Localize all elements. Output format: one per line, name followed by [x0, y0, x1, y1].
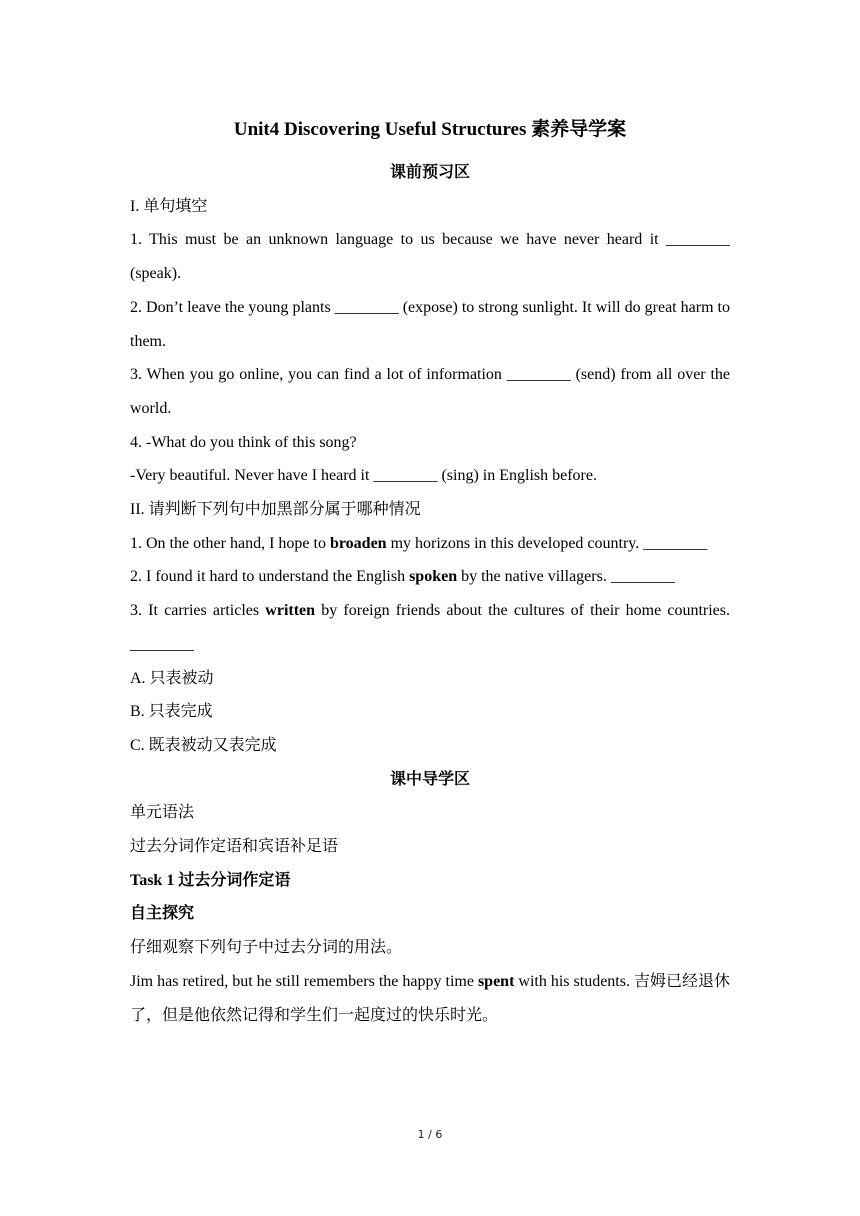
- option-a: A. 只表被动: [130, 669, 214, 687]
- part1-question-3: 3. When you go online, you can find a lot of information ________ (send) from all over the world.: [130, 366, 730, 417]
- part2-question-1: [130, 527, 730, 561]
- q1-text-pre: 1. On the other hand, I hope to: [130, 534, 330, 552]
- section-heading-in-class: 课中导学区: [389, 770, 470, 788]
- example-text-post: with his students. 吉姆已经退休了，但是他依然记得和学生们一起度过的快乐时光。: [130, 972, 730, 1024]
- q1-bold-word: broaden: [329, 534, 387, 552]
- example-bold-word: spent: [477, 972, 515, 990]
- q2-bold-word: spoken: [409, 568, 458, 586]
- example-sentence: [130, 965, 730, 1032]
- document-body: [130, 156, 730, 1032]
- section-heading-preview: 课前预习区: [389, 164, 470, 181]
- q3-text-pre: 3. It carries articles: [130, 602, 266, 620]
- q3-bold-word: written: [265, 602, 316, 620]
- part1-question-4a: 4. -What do you think of this song?: [130, 433, 357, 451]
- example-text-pre: Jim has retired, but he still remembers the happy time: [130, 972, 478, 990]
- option-b: B. 只表完成: [130, 703, 213, 721]
- q2-text-pre: 2. I found it hard to understand the English: [130, 568, 410, 586]
- part1-question-2: 2. Don’t leave the young plants ________ (expose) to strong sunlight. It will do great harm to them.: [130, 298, 730, 350]
- observe-instruction: 仔细观察下列句子中过去分词的用法。: [130, 939, 403, 957]
- part2-question-3: [130, 594, 730, 661]
- grammar-label: 单元语法: [130, 804, 195, 822]
- q1-text-post: my horizons in this developed country. ________: [386, 534, 708, 552]
- part2-question-2: [130, 560, 730, 594]
- q3-text-post: by foreign friends about the cultures of their home countries. ________: [130, 602, 730, 653]
- grammar-topic: 过去分词作定语和宾语补足语: [130, 838, 339, 856]
- part1-question-4b: -Very beautiful. Never have I heard it ________ (sing) in English before.: [130, 467, 597, 485]
- part1-heading: I. 单句填空: [130, 197, 208, 215]
- part2-heading: II. 请判断下列句中加黑部分属于哪种情况: [130, 501, 421, 519]
- explore-heading: 自主探究: [130, 905, 195, 923]
- document-title: Unit4 Discovering Useful Structures 素养导学案: [233, 119, 627, 140]
- q2-text-post: by the native villagers. ________: [457, 568, 675, 586]
- option-c: C. 既表被动又表完成: [130, 736, 277, 754]
- page-number: 1 / 6: [417, 1128, 443, 1141]
- task1-heading: Task 1 过去分词作定语: [130, 871, 291, 889]
- part1-question-1: 1. This must be an unknown language to us because we have never heard it ________ (speak).: [130, 231, 730, 283]
